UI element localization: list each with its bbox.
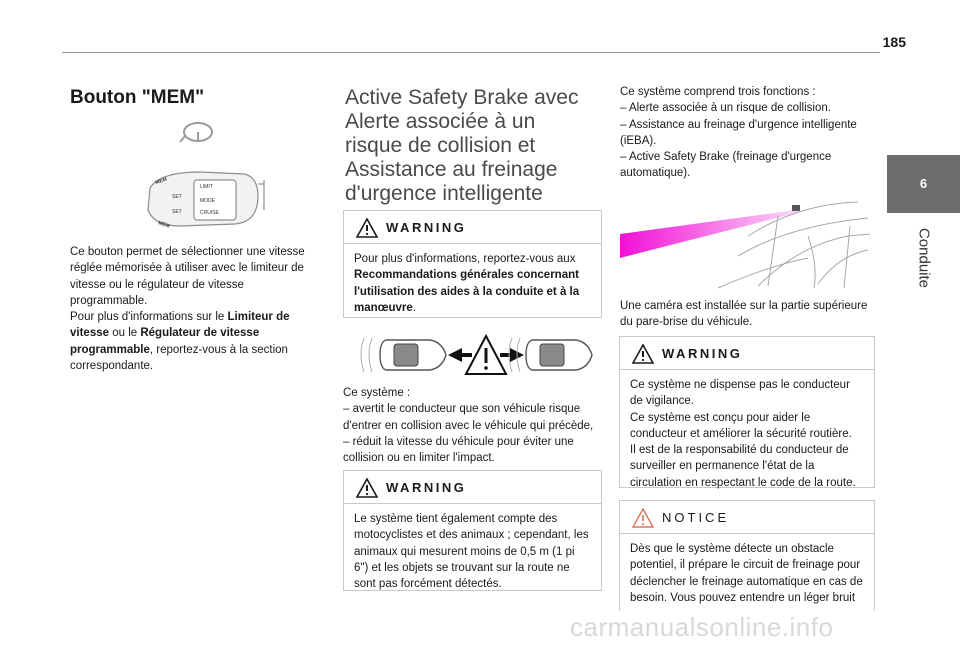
chapter-label: Conduite [915, 227, 932, 289]
warning-body-3 [620, 370, 874, 498]
camera-caption: Une caméra est installée sur la partie supérieure du pare-brise du véhicule. [620, 300, 868, 329]
rear-car-icon [361, 338, 446, 372]
warning-box-1 [343, 210, 602, 318]
notice-heading: NOTICE [662, 510, 730, 525]
mem-body-post: , reportez-vous à la section correspondante. [70, 343, 288, 373]
mem-title: Bouton "MEM" [70, 87, 205, 108]
warning3-line-0: Ce système ne dispense pas le conducteur de vigilance. [630, 379, 850, 408]
functions-line-0: Ce système comprend trois fonctions : [620, 86, 816, 98]
stalk-label-mem-bottom: MEM [157, 220, 171, 230]
warning3-line-2: Il est de la responsabilité du conducteur de surveiller en permanence l'état de la circulation en respectant le code de la route. [630, 444, 856, 489]
mem-body-pre: Pour plus d'informations sur le [70, 311, 228, 324]
camera-windshield-illustration [618, 196, 874, 292]
warning1-bold: Recommandations générales concernant l'utilisation des aides à la conduite et à la manœuvre [354, 269, 580, 314]
page-number: 185 [882, 34, 906, 50]
header-rule [62, 52, 880, 53]
collision-illustration [350, 332, 600, 378]
stalk-label-mode: MODE [200, 198, 215, 204]
functions-line-2: – Assistance au freinage d'urgence intelligente (iEBA). [620, 118, 857, 147]
asb-title: Active Safety Brake avec Alerte associée à un risque de collision et Assistance au freinage d'urgence intelligente [345, 86, 579, 205]
mem-body-mid: ou le [109, 327, 141, 340]
camera-icon [792, 205, 800, 211]
mem-link-regulateur: Régulateur de vitesse programmable [70, 327, 260, 356]
asb-system-line-1: – avertit le conducteur que son véhicule risque d'entrer en collision avec le véhicule qui précède, [343, 403, 594, 432]
steering-switch-illustration [140, 110, 280, 235]
warning1-pre: Pour plus d'informations, reportez-vous aux [354, 253, 576, 265]
warning1-post: . [412, 301, 416, 314]
stalk-label-mem-top: MEM [154, 176, 168, 186]
warning-body-2: Le système tient également compte des motocyclistes et des animaux ; cependant, les animaux qui mesurent moins de 0,5 m (1 pi 6") et les objets se trouvant sur la route ne sont pas forcément détectés. [354, 513, 589, 591]
mem-body [70, 244, 310, 374]
warning-icon [356, 218, 378, 238]
notice-header [620, 501, 874, 534]
steering-wheel-icon [180, 123, 212, 142]
footer-watermark: carmanualsonline.info [570, 612, 834, 642]
functions-line-1: – Alerte associée à un risque de collision. [620, 102, 831, 115]
functions-line-3: – Active Safety Brake (freinage d'urgence automatique). [620, 151, 832, 180]
stalk-label-set-1: SET [172, 194, 182, 200]
notice-body: Dès que le système détecte un obstacle potentiel, il prépare le circuit de freinage pour déclencher le freinage automatique en cas de besoin. Vous pouvez entendre un léger bruit [630, 543, 863, 604]
asb-system-text [343, 385, 605, 466]
warning3-line-1: Ce système est conçu pour aider le conducteur et améliorer la sécurité routière. [630, 411, 852, 440]
warning-heading: WARNING [386, 480, 467, 495]
functions-list [620, 84, 870, 182]
stalk-label-set-2: SET [172, 209, 182, 215]
warning-header [344, 471, 601, 504]
chapter-tab[interactable]: 6 [887, 155, 960, 213]
stalk-label-cruise: CRUISE [200, 210, 219, 216]
warning-header [344, 211, 601, 244]
warning-box-2 [343, 470, 602, 591]
notice-icon [632, 508, 654, 528]
notice-box [619, 500, 875, 611]
warning-heading: WARNING [386, 220, 467, 235]
mem-link-limiteur: Limiteur de vitesse [70, 311, 290, 340]
stalk-label-limit: LIMIT [200, 184, 213, 190]
asb-system-line-2: – réduit la vitesse du véhicule pour éviter une collision ou en limiter l'impact. [343, 435, 574, 465]
asb-system-line-0: Ce système : [343, 387, 411, 399]
warning-heading: WARNING [662, 346, 743, 361]
warning-icon [632, 344, 654, 364]
warning-header [620, 337, 874, 370]
warning-box-3 [619, 336, 875, 488]
warning-body-1 [344, 244, 601, 323]
mem-body-line1: Ce bouton permet de sélectionner une vitesse réglée mémorisée à utiliser avec le limiteur de vitesse ou le régulateur de vitesse programmable. [70, 246, 305, 307]
chapter-label-wrap [887, 213, 960, 303]
warning-icon [356, 478, 378, 498]
